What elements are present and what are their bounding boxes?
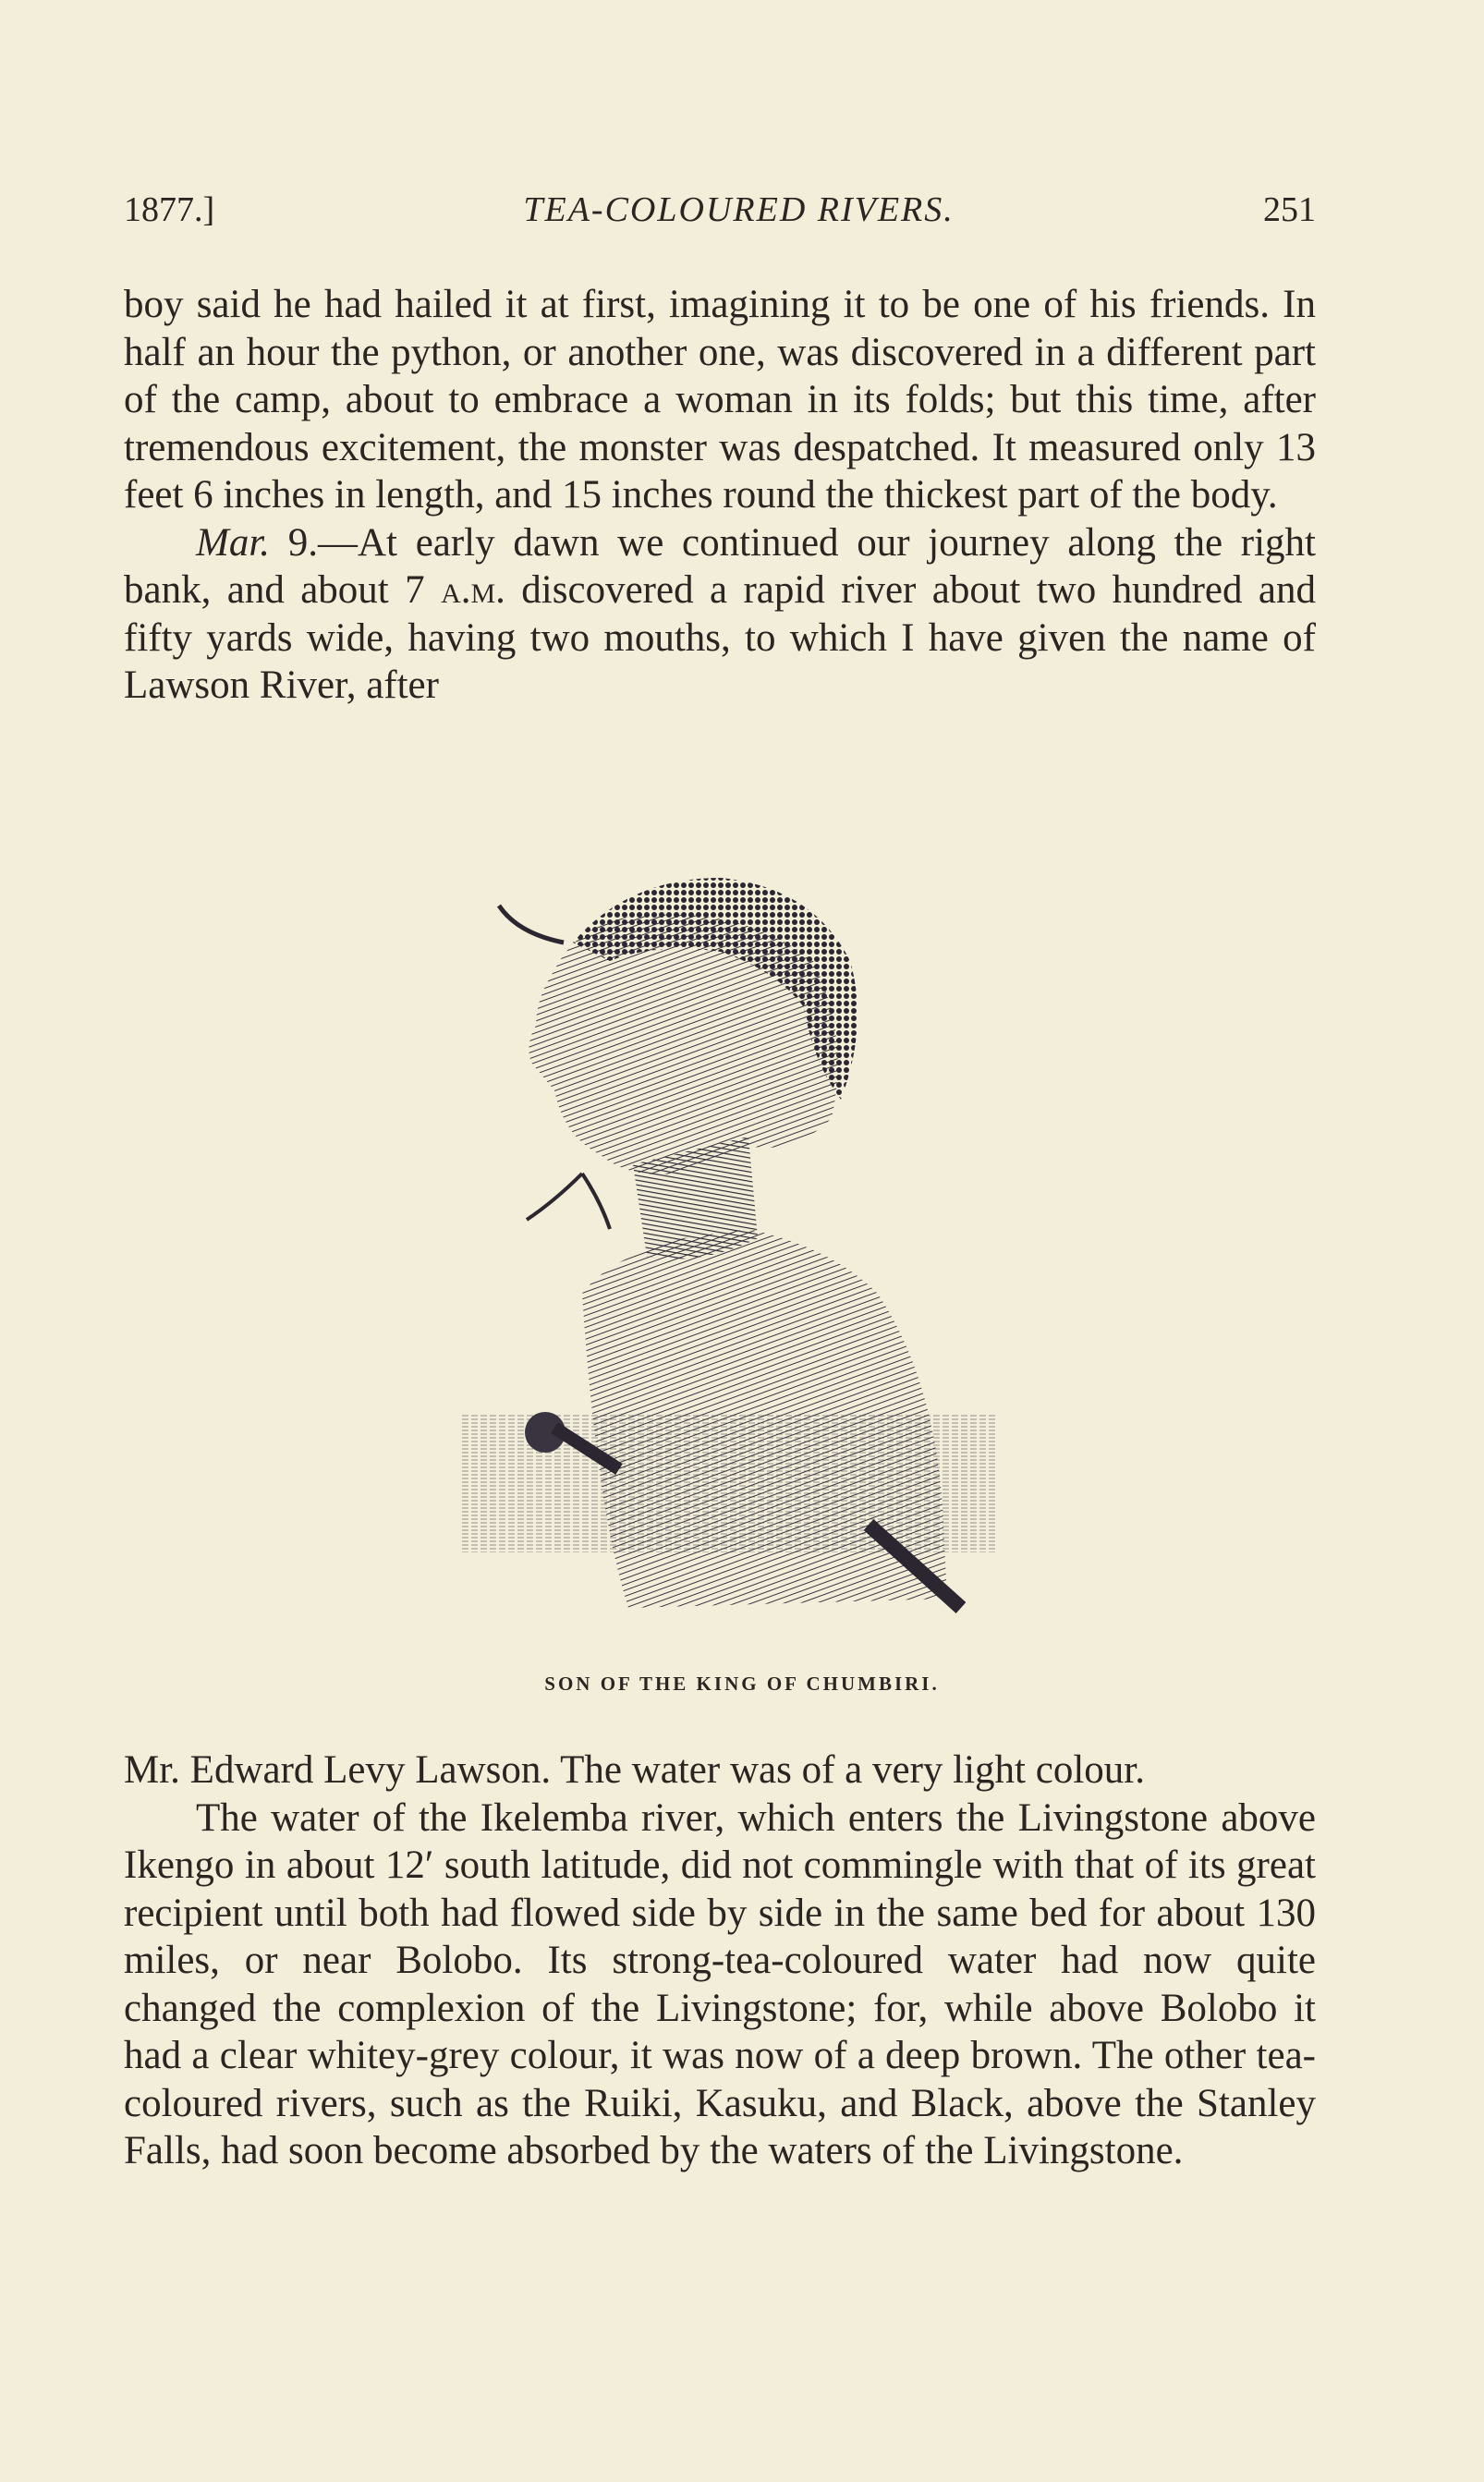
header-title: TEA-COLOURED RIVERS. — [523, 190, 955, 229]
date-label: Mar. — [196, 520, 271, 565]
header-year: 1877.] — [124, 190, 215, 229]
paragraph-lawson: Mr. Edward Levy Lawson. The water was of a very light colour. — [124, 1748, 1145, 1792]
paragraph-text: 9.—At early dawn we continued our journey along the right bank, and about 7 — [124, 520, 1316, 612]
top-text-block — [124, 281, 1316, 710]
paragraph-text: discovered a rapid river about two hundred and fifty yards wide, having two mouths, to which I have given the name of Lawson River, after — [124, 568, 1317, 707]
running-head — [124, 189, 1316, 236]
page-number: 251 — [1262, 190, 1316, 229]
figure-caption: SON OF THE KING OF CHUMBIRI. — [544, 1673, 940, 1695]
paragraph-ikelemba: The water of the Ikelemba river, which enters the Livingstone above Ikengo in about 12′ south latitude, did not commingle with that of its great recipient until both had flowed side by side in the same bed for about 130 miles, or near Bolobo. Its strong-tea-coloured water had now quite changed the complexion of the Livingstone; for, while above Bolobo it had a clear whitey-grey colour, it was now of a deep brown. The other tea-coloured rivers, such as the Ruiki, Kasuku, and Black, above the Stanley Falls, had soon become absorbed by the waters of the Livingstone. — [124, 1795, 1316, 2172]
paragraph-mar-9 — [124, 519, 1316, 710]
time-label: a.m. — [441, 568, 505, 612]
paragraph-python: boy said he had hailed it at first, imagining it to be one of his friends. In half an hour the python, or another one, was discovered in a different part of the camp, about to embrace a woman in its folds; but this time, after tremendous excitement, the monster was despatched. It measured only 13 feet 6 inches in length, and 15 inches round the thickest part of the body. — [124, 283, 1316, 517]
engraving-portrait — [444, 859, 1016, 1654]
bottom-text-block — [124, 1746, 1316, 2175]
